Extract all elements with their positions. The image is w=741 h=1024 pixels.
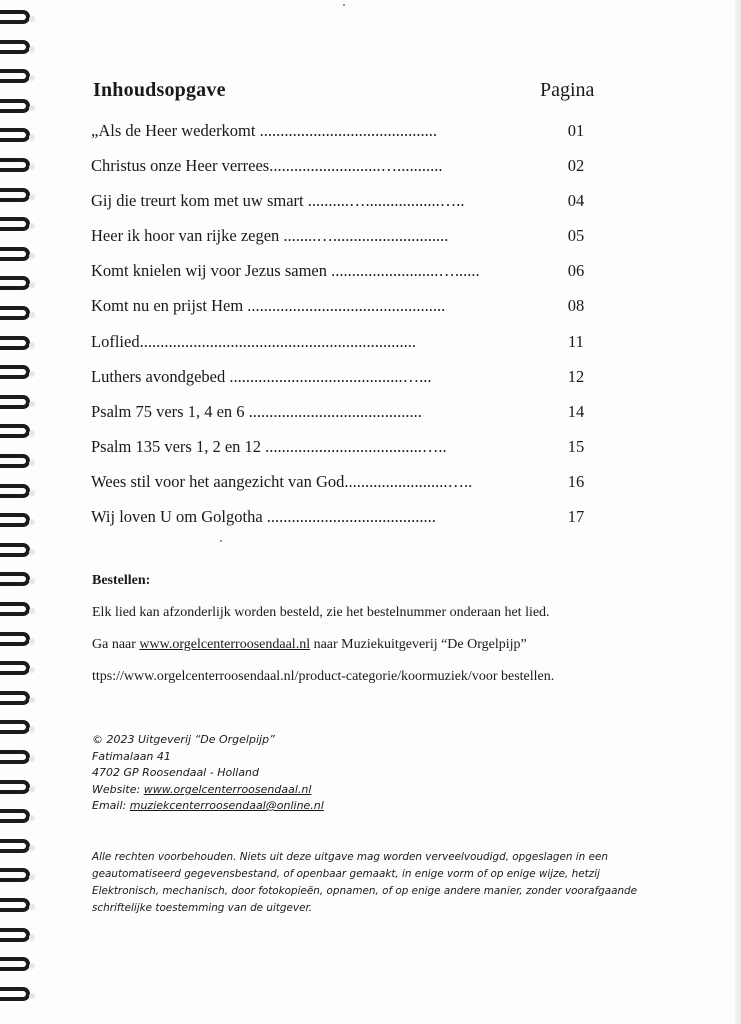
order-link-prefix: Ga naar [92,637,140,652]
rights-line: schriftelijke toestemming van de uitgever. [92,902,313,914]
toc-entry-page: 15 [567,436,585,456]
binding-coil [0,543,30,557]
toc-entry [91,330,601,365]
copyright-line: © 2023 Uitgeverij “De Orgelpijp” [92,733,275,746]
toc-entry-title: Komt nu en prijst Hem ................................................ [91,296,446,316]
website-label: Website: [92,782,144,796]
publisher-email-link[interactable]: muziekcenterroosendaal@online.nl [129,799,324,812]
toc-entry [91,294,601,329]
binding-coil [0,217,30,231]
order-link-line [92,637,527,653]
toc-entry-page: 14 [567,401,585,421]
binding-coil [0,868,30,882]
toc-entry-page: 02 [567,156,585,176]
toc-entry-title: Psalm 135 vers 1, 2 en 12 ......................................….. [91,436,447,456]
toc-entry [91,400,601,435]
toc-entry [91,119,601,154]
binding-coil [0,632,30,646]
binding-coil [0,691,30,705]
toc-entry [91,470,601,505]
toc-entry-title: Psalm 75 vers 1, 4 en 6 .......................................... [91,401,422,421]
toc-entry-page: 05 [567,226,585,246]
website-link[interactable]: www.orgelcenterroosendaal.nl [139,637,311,652]
toc-entry-title: Heer ik hoor van rijke zegen ........…............................ [91,226,449,246]
order-title: Bestellen: [92,573,151,588]
toc-entry-title: Gij die treurt kom met uw smart ..........…..................….. [91,191,465,211]
publisher-email-line [92,798,492,815]
scan-speck [343,4,345,6]
toc-entry [91,259,601,294]
publisher-info [92,732,492,815]
binding-coil [0,809,30,823]
binding-coil [0,484,30,498]
publisher-street: Fatimalaan 41 [92,749,171,763]
toc-entry-title: „Als de Heer wederkomt ........................................... [91,121,437,140]
binding-coil [0,188,30,202]
binding-coil [0,454,30,468]
binding-coil [0,839,30,853]
toc-list [91,119,601,540]
toc-entry-page: 01 [567,121,585,140]
toc-entry-title: Christus onze Heer verrees...........................…........... [91,156,443,176]
binding-coil [0,99,30,113]
spiral-binding [0,0,36,1024]
toc-entry [91,224,601,259]
binding-coil [0,306,30,320]
binding-coil [0,898,30,912]
binding-coil [0,40,30,54]
binding-coil [0,424,30,438]
toc-entry-page: 08 [567,296,585,316]
toc-entry-page: 17 [567,507,585,527]
toc-entry-page: 06 [567,261,585,281]
toc-entry [91,154,601,189]
toc-entry [91,505,601,540]
binding-coil [0,957,30,971]
binding-coil [0,395,30,409]
email-label: Email: [92,799,130,812]
binding-coil [0,128,30,142]
binding-coil [0,276,30,290]
rights-notice [92,849,692,917]
order-link-suffix: naar Muziekuitgeverij “De Orgelpijp” [310,637,527,652]
binding-coil [0,513,30,527]
binding-coil [0,602,30,616]
binding-coil [0,661,30,675]
binding-coil [0,158,30,172]
binding-coil [0,69,30,83]
toc-entry [91,189,601,224]
page-edge [735,0,741,1024]
order-url-line: ttps://www.orgelcenterroosendaal.nl/product-categorie/koormuziek/voor bestellen. [92,669,555,684]
binding-coil [0,750,30,764]
binding-coil [0,365,30,379]
binding-coil [0,572,30,586]
binding-coil [0,987,30,1001]
binding-coil [0,720,30,734]
binding-coil [0,10,30,24]
toc-entry [91,365,601,400]
toc-entry-page: 11 [568,331,584,351]
toc-header [93,79,601,105]
rights-line: geautomatiseerd gegevensbestand, of openbaar gemaakt, in enige vorm of op enige wijze, hetzij [92,868,600,880]
binding-coil [0,336,30,350]
toc-title: Inhoudsopgave [93,79,226,101]
toc-entry-page: 12 [567,366,585,386]
publisher-city: 4702 GP Roosendaal - Holland [92,766,260,779]
page-column-label: Pagina [540,79,595,101]
publisher-website-link[interactable]: www.orgelcenterroosendaal.nl [143,782,312,796]
toc-entry-title: Luthers avondgebed ..........................................…... [91,366,432,386]
rights-line: Elektronisch, mechanisch, door fotokopieën, opnamen, of op enige andere manier, zonder voorafgaande [92,885,638,897]
order-info-line: Elk lied kan afzonderlijk worden besteld, zie het bestelnummer onderaan het lied. [92,605,550,620]
publisher-website-line [92,782,492,799]
toc-entry-title: Komt knielen wij voor Jezus samen ..........................…...... [91,261,480,281]
toc-entry-title: Wees stil voor het aangezicht van God.........................….. [91,471,473,491]
toc-entry-page: 16 [567,471,585,491]
binding-coil [0,780,30,794]
binding-coil [0,928,30,942]
toc-entry-title: Wij loven U om Golgotha ......................................... [91,507,436,527]
rights-line: Alle rechten voorbehouden. Niets uit deze uitgave mag worden verveelvoudigd, opgeslagen in een [92,851,608,863]
toc-entry-page: 04 [567,191,585,211]
toc-entry [91,435,601,470]
binding-coil [0,247,30,261]
scan-speck [220,540,222,542]
toc-entry-title: Loflied................................................................... [91,331,416,351]
